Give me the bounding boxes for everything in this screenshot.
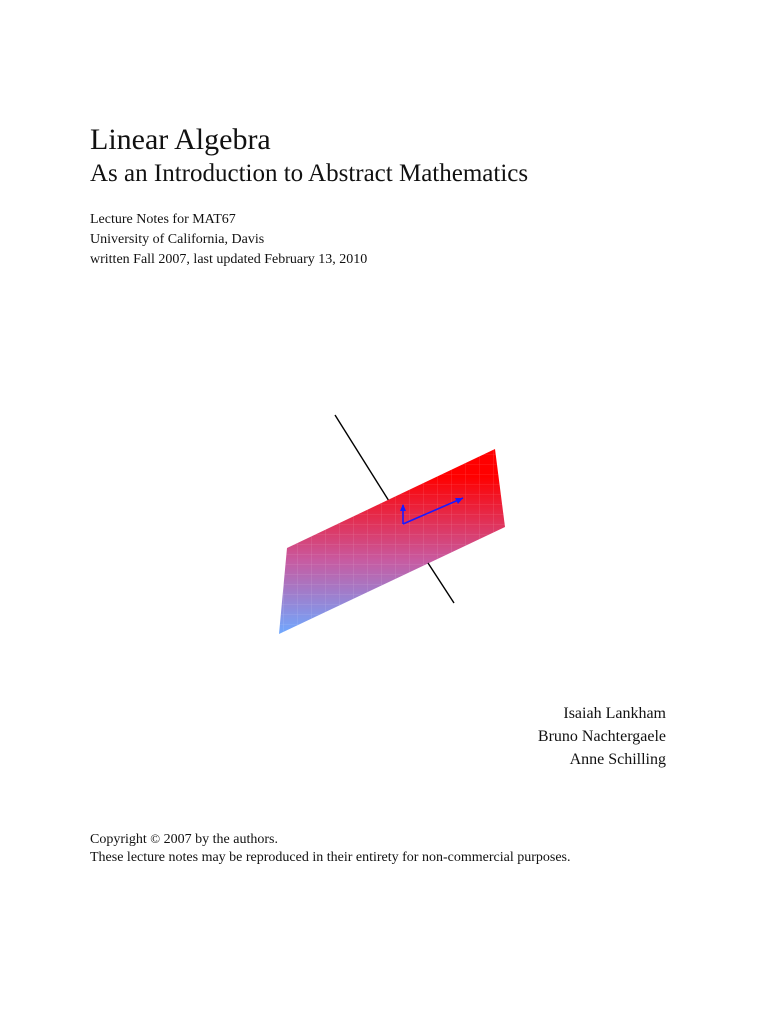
author-name: Anne Schilling [569,751,666,768]
copyright-icon: © [150,831,161,846]
author-list [538,702,666,771]
course-info [90,210,367,270]
axis-line-lower [428,563,454,603]
plane-grid [279,449,505,634]
copyright-notice [90,830,570,867]
book-subtitle: As an Introduction to Abstract Mathematics [90,160,529,187]
copyright-prefix: Copyright [90,832,147,847]
book-title: Linear Algebra [90,123,271,156]
reproduction-notice: These lecture notes may be reproduced in their entirety for non-commercial purposes. [90,850,571,865]
date-line: written Fall 2007, last updated February 13, 2010 [90,252,368,267]
university-line: University of California, Davis [90,232,265,247]
cover-figure-plane [270,405,520,645]
author-name: Isaiah Lankham [563,705,666,722]
copyright-line [90,830,570,849]
copyright-text: 2007 by the authors. [163,832,278,847]
course-line: Lecture Notes for MAT67 [90,212,236,227]
author-name: Bruno Nachtergaele [537,728,666,745]
